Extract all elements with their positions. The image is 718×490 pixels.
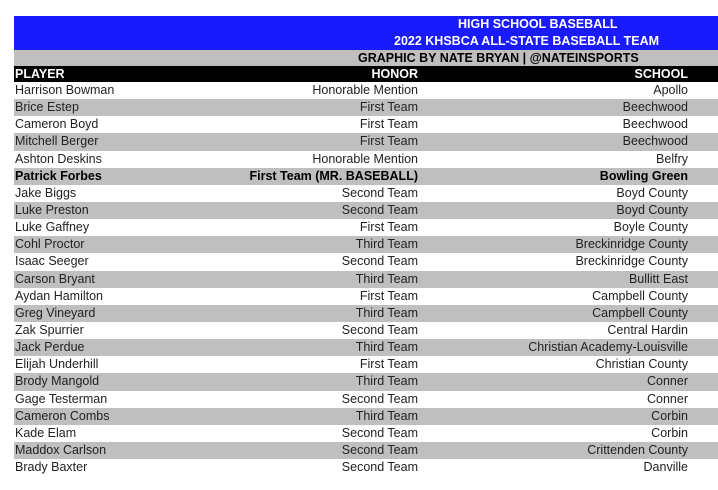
cell-player: Luke Gaffney xyxy=(15,220,90,235)
table-row xyxy=(14,116,718,133)
table-row xyxy=(14,391,718,408)
table-row xyxy=(14,99,718,116)
cell-honor: First Team (MR. BASEBALL) xyxy=(249,168,418,183)
cell-player: Luke Preston xyxy=(15,202,89,217)
cell-player: Greg Vineyard xyxy=(15,305,96,320)
top-margin xyxy=(0,0,718,16)
cell-school: Apollo xyxy=(653,83,688,97)
cell-player: Brady Baxter xyxy=(15,460,88,475)
column-header-player: PLAYER xyxy=(15,67,65,81)
table-row xyxy=(14,356,718,373)
cell-player: Patrick Forbes xyxy=(15,168,102,183)
table-row xyxy=(14,425,718,442)
table-row xyxy=(14,408,718,425)
cell-player: Jack Perdue xyxy=(15,340,85,355)
cell-honor: Second Team xyxy=(341,425,418,440)
cell-player: Maddox Carlson xyxy=(15,442,107,457)
cell-honor: First Team xyxy=(359,100,418,115)
table-row xyxy=(14,185,718,202)
cell-honor: Honorable Mention xyxy=(312,151,418,166)
cell-school: Belfry xyxy=(656,151,688,166)
cell-school: Beechwood xyxy=(622,100,688,115)
cell-honor: Second Team xyxy=(341,202,418,217)
cell-player: Zak Spurrier xyxy=(15,322,84,337)
cell-player: Ashton Deskins xyxy=(15,151,102,166)
table-row xyxy=(14,373,718,390)
table-row xyxy=(14,202,718,219)
cell-honor: Third Team xyxy=(355,340,418,355)
cell-honor: Third Team xyxy=(355,408,418,423)
cell-school: Boyle County xyxy=(613,220,688,235)
cell-honor: Third Team xyxy=(355,305,418,320)
cell-player: Brody Mangold xyxy=(15,374,100,389)
cell-player: Gage Testerman xyxy=(15,391,108,406)
cell-honor: Third Team xyxy=(355,237,418,252)
roster-table-body xyxy=(0,82,718,476)
table-row xyxy=(14,82,718,99)
cell-school: Crittenden County xyxy=(587,442,688,457)
cell-honor: First Team xyxy=(359,288,418,303)
cell-school: Christian County xyxy=(595,357,688,372)
credit-banner xyxy=(14,50,718,66)
cell-player: Kade Elam xyxy=(15,425,77,440)
table-row xyxy=(14,288,718,305)
cell-school: Campbell County xyxy=(592,305,688,320)
table-row xyxy=(14,219,718,236)
cell-honor: Honorable Mention xyxy=(312,83,418,97)
cell-player: Mitchell Berger xyxy=(15,134,99,149)
table-row xyxy=(14,459,718,476)
column-header-row xyxy=(14,66,718,82)
cell-school: Conner xyxy=(647,374,688,389)
cell-school: Breckinridge County xyxy=(575,237,688,252)
cell-honor: Third Team xyxy=(355,374,418,389)
cell-school: Corbin xyxy=(651,425,688,440)
table-row xyxy=(14,151,718,168)
table-row xyxy=(14,236,718,253)
table-row xyxy=(14,253,718,270)
cell-honor: First Team xyxy=(359,220,418,235)
table-row xyxy=(14,168,718,185)
table-row xyxy=(14,339,718,356)
cell-honor: Second Team xyxy=(341,391,418,406)
cell-school: Breckinridge County xyxy=(575,254,688,269)
cell-player: Isaac Seeger xyxy=(15,254,89,269)
cell-honor: Second Team xyxy=(341,460,418,475)
cell-player: Cameron Combs xyxy=(15,408,110,423)
cell-honor: First Team xyxy=(359,357,418,372)
table-row xyxy=(14,271,718,288)
cell-school: Boyd County xyxy=(616,202,688,217)
cell-player: Elijah Underhill xyxy=(15,357,99,372)
cell-honor: Third Team xyxy=(355,271,418,286)
left-margin xyxy=(0,16,14,490)
title-line-1: HIGH SCHOOL BASEBALL xyxy=(458,17,618,31)
cell-school: Beechwood xyxy=(622,134,688,149)
table-row xyxy=(14,133,718,150)
cell-honor: Second Team xyxy=(341,185,418,200)
cell-honor: Second Team xyxy=(341,442,418,457)
title-banner xyxy=(14,16,718,50)
cell-player: Carson Bryant xyxy=(15,271,95,286)
column-header-honor: HONOR xyxy=(371,67,418,81)
cell-school: Christian Academy-Louisville xyxy=(528,340,688,355)
table-row xyxy=(14,305,718,322)
cell-player: Cohl Proctor xyxy=(15,237,85,252)
cell-school: Beechwood xyxy=(622,117,688,132)
table-row xyxy=(14,442,718,459)
cell-school: Bullitt East xyxy=(628,271,688,286)
cell-player: Brice Estep xyxy=(15,100,79,115)
title-line-2: 2022 KHSBCA ALL-STATE BASEBALL TEAM xyxy=(394,34,660,48)
table-row xyxy=(14,322,718,339)
cell-school: Campbell County xyxy=(592,288,688,303)
cell-player: Jake Biggs xyxy=(15,185,77,200)
cell-school: Danville xyxy=(643,460,688,475)
cell-school: Boyd County xyxy=(616,185,688,200)
column-header-school: SCHOOL xyxy=(634,67,688,81)
cell-player: Cameron Boyd xyxy=(15,117,99,132)
cell-player: Harrison Bowman xyxy=(15,83,115,97)
cell-school: Conner xyxy=(647,391,688,406)
cell-honor: First Team xyxy=(359,134,418,149)
cell-honor: Second Team xyxy=(341,254,418,269)
cell-school: Central Hardin xyxy=(607,322,688,337)
cell-school: Bowling Green xyxy=(599,168,688,183)
credit-text: GRAPHIC BY NATE BRYAN | @NATEINSPORTS xyxy=(358,51,639,65)
cell-honor: First Team xyxy=(359,117,418,132)
cell-honor: Second Team xyxy=(341,322,418,337)
cell-school: Corbin xyxy=(651,408,688,423)
cell-player: Aydan Hamilton xyxy=(15,288,104,303)
